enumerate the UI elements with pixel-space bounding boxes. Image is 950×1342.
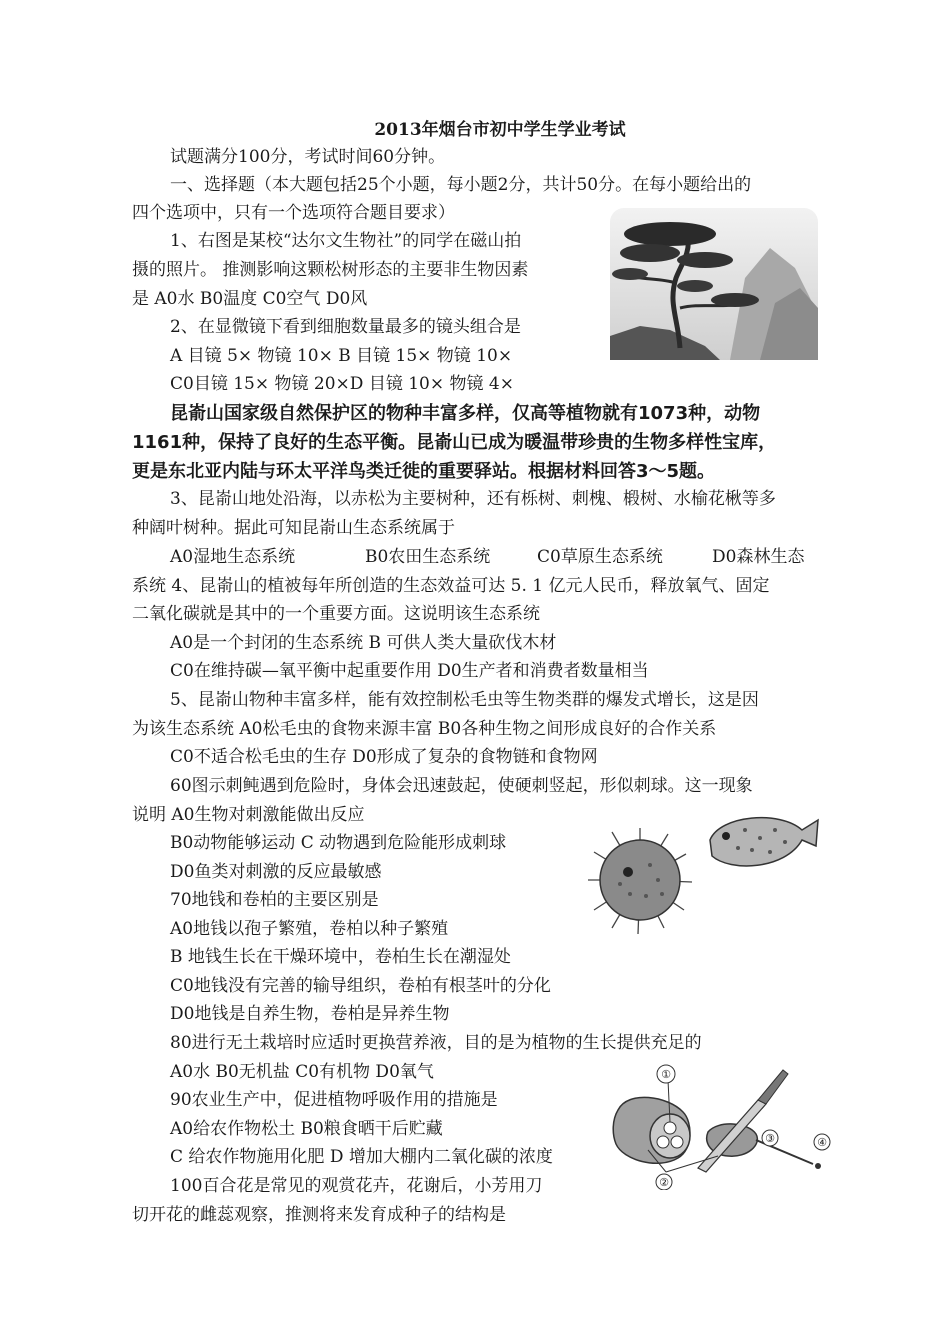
- q9-options-cd: C 给农作物施用化肥 D 增加大棚内二氧化碳的浓度: [170, 1147, 553, 1167]
- page-title: 2013年烟台市初中学生学业考试: [374, 120, 626, 140]
- q10-stem: 100百合花是常见的观赏花卉，花谢后，小芳用刀: [170, 1176, 543, 1196]
- exam-intro: 试题满分100分，考试时间60分钟。: [170, 147, 446, 167]
- figure-label-3: ③: [765, 1132, 775, 1145]
- pine-tree-photo: [610, 208, 818, 360]
- q5-stem-options: 为该生态系统 A0松毛虫的食物来源丰富 B0各种生物之间形成良好的合作关系: [132, 719, 717, 739]
- q8-options: A0水 B0无机盐 C0有机物 D0氧气: [170, 1062, 434, 1082]
- q10-stem-cont: 切开花的雌蕊观察，推测将来发育成种子的结构是: [132, 1205, 506, 1225]
- q3-option-c: C0草原生态系统: [537, 547, 663, 567]
- q3-stem-cont: 种阔叶树种。据此可知昆嵛山生态系统属于: [132, 518, 455, 538]
- passage-line-2: 1161种，保持了良好的生态平衡。昆嵛山已成为暖温带珍贵的生物多样性宝库，: [132, 432, 777, 453]
- section-heading: 一、选择题（本大题包括25个小题，每小题2分，共计50分。在每小题给出的: [170, 175, 752, 195]
- q7-option-b: B 地钱生长在干燥环境中，卷柏生长在潮湿处: [170, 947, 511, 967]
- q3-option-d: D0森林生态: [712, 547, 805, 567]
- q6-option-a: 说明 A0生物对刺激能做出反应: [132, 805, 365, 825]
- q5-options-cd: C0不适合松毛虫的生存 D0形成了复杂的食物链和食物网: [170, 747, 598, 767]
- pistil-dissection-diagram: [608, 1060, 836, 1190]
- pufferfish-illustration: [580, 810, 820, 940]
- figure-label-2: ②: [659, 1176, 669, 1189]
- q7-stem: 70地钱和卷柏的主要区别是: [170, 890, 379, 910]
- figure-label-1: ①: [661, 1068, 671, 1081]
- passage-line-3: 更是东北亚内陆与环太平洋鸟类迁徙的重要驿站。根据材料回答3～5题。: [132, 461, 716, 482]
- q7-option-c: C0地钱没有完善的输导组织，卷柏有根茎叶的分化: [170, 976, 551, 996]
- q7-option-d: D0地钱是自养生物，卷柏是异养生物: [170, 1004, 450, 1024]
- q7-option-a: A0地钱以孢子繁殖，卷柏以种子繁殖: [170, 919, 449, 939]
- q6-option-d: D0鱼类对刺激的反应最敏感: [170, 862, 382, 882]
- q3-option-a: A0湿地生态系统: [170, 547, 296, 567]
- q1-stem: 1、右图是某校“达尔文生物社”的同学在磁山拍: [170, 231, 522, 251]
- q5-stem: 5、昆嵛山物种丰富多样，能有效控制松毛虫等生物类群的爆发式增长，这是因: [170, 690, 759, 710]
- q2-options-cd: C0目镜 15× 物镜 20×D 目镜 10× 物镜 4×: [170, 374, 514, 394]
- q2-stem: 2、在显微镜下看到细胞数量最多的镜头组合是: [170, 317, 521, 337]
- q1-options: 是 A0水 B0温度 C0空气 D0风: [132, 289, 368, 309]
- figure-label-4: ④: [817, 1136, 827, 1149]
- passage-line-1: 昆嵛山国家级自然保护区的物种丰富多样，仅高等植物就有1073种，动物: [170, 403, 761, 424]
- q4-stem-cont: 二氧化碳就是其中的一个重要方面。这说明该生态系统: [132, 604, 540, 624]
- q2-options-ab: A 目镜 5× 物镜 10× B 目镜 15× 物镜 10×: [170, 346, 513, 366]
- q4-options-cd: C0在维持碳—氧平衡中起重要作用 D0生产者和消费者数量相当: [170, 661, 649, 681]
- q9-options-ab: A0给农作物松土 B0粮食晒干后贮藏: [170, 1119, 443, 1139]
- q3-stem: 3、昆嵛山地处沿海，以赤松为主要树种，还有栎树、刺槐、椴树、水榆花楸等多: [170, 489, 776, 509]
- q6-stem: 60图示刺鲀遇到危险时，身体会迅速鼓起，使硬刺竖起，形似刺球。这一现象: [170, 776, 753, 796]
- q6-options-bc: B0动物能够运动 C 动物遇到危险能形成刺球: [170, 833, 507, 853]
- q1-stem-cont: 摄的照片。 推测影响这颗松树形态的主要非生物因素: [132, 260, 529, 280]
- q3-option-b: B0农田生态系统: [365, 547, 491, 567]
- q4-stem: 系统 4、昆嵛山的植被每年所创造的生态效益可达 5. 1 亿元人民币，释放氧气、固定: [132, 576, 770, 596]
- q4-options-ab: A0是一个封闭的生态系统 B 可供人类大量砍伐木材: [170, 633, 557, 653]
- section-heading-cont: 四个选项中，只有一个选项符合题目要求）: [132, 203, 455, 223]
- q8-stem: 80进行无土栽培时应适时更换营养液，目的是为植物的生长提供充足的: [170, 1033, 702, 1053]
- q9-stem: 90农业生产中，促进植物呼吸作用的措施是: [170, 1090, 498, 1110]
